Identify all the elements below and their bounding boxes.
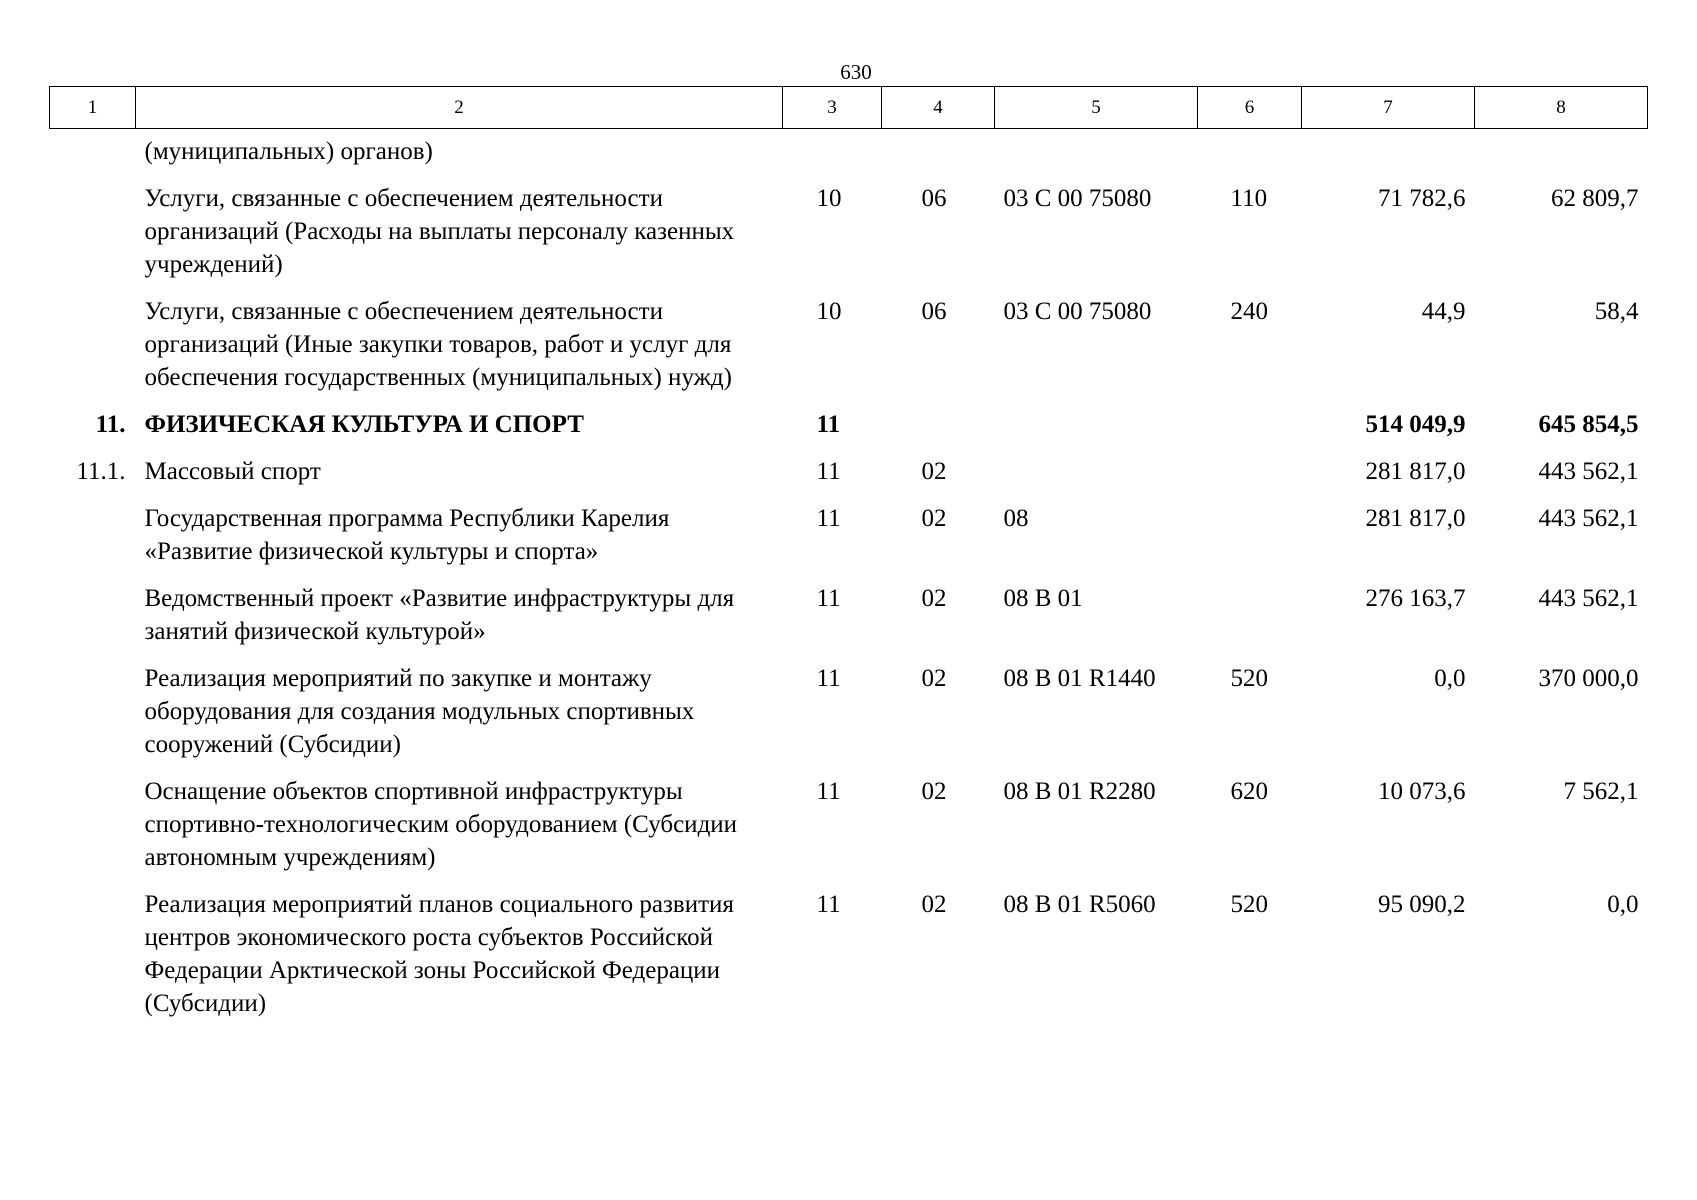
table-row [50, 394, 1648, 441]
header-col-6: 6 [1198, 87, 1302, 129]
row-expense-type [1198, 441, 1302, 488]
row-target-article: 08 В 01 R5060 [1003, 891, 1156, 918]
row-subsection-code: 06 [921, 298, 947, 325]
row-target-article: 08 В 01 R1440 [1003, 665, 1156, 692]
row-index [50, 874, 136, 1020]
row-index [50, 568, 136, 648]
row-amount-col8: 7 562,1 [1563, 778, 1639, 805]
row-expense-type: 620 [1230, 778, 1268, 805]
table-body [50, 129, 1648, 1021]
row-amount-col7 [1302, 129, 1475, 169]
header-col-2: 2 [136, 87, 783, 129]
row-amount-col7: 281 817,0 [1365, 458, 1466, 485]
row-expense-type: 520 [1230, 665, 1268, 692]
row-section-code [783, 129, 882, 169]
row-description: Массовый спорт [144, 458, 321, 485]
row-amount-col8: 443 562,1 [1538, 585, 1639, 612]
row-description: Реализация мероприятий планов социального развития центров экономического роста субъектов Российской Федерации Арктической зоны Российской Федерации (Субсидии) [144, 891, 734, 1017]
budget-table [49, 86, 1648, 1020]
row-expense-type [1198, 129, 1302, 169]
row-amount-col8: 443 562,1 [1538, 458, 1639, 485]
table-row [50, 168, 1648, 281]
row-subsection-code: 02 [921, 585, 947, 612]
row-subsection-code [882, 394, 995, 441]
row-section-code: 11 [816, 891, 841, 918]
row-amount-col7: 10 073,6 [1378, 778, 1466, 805]
header-row [50, 87, 1648, 129]
row-subsection-code: 02 [921, 505, 947, 532]
row-index [50, 168, 136, 281]
row-index [50, 648, 136, 761]
row-index [50, 129, 136, 169]
header-col-1: 1 [50, 87, 136, 129]
row-amount-col7: 0,0 [1434, 665, 1466, 692]
header-col-5: 5 [995, 87, 1198, 129]
table-row [50, 488, 1648, 568]
row-expense-type: 520 [1230, 891, 1268, 918]
row-subsection-code [882, 129, 995, 169]
header-col-7: 7 [1302, 87, 1475, 129]
row-target-article: 08 В 01 [1003, 585, 1083, 612]
row-amount-col7: 514 049,9 [1365, 411, 1466, 438]
row-amount-col7: 44,9 [1421, 298, 1466, 325]
row-target-article: 03 С 00 75080 [1003, 185, 1152, 212]
row-section-code: 11 [816, 585, 841, 612]
row-target-article: 08 В 01 R2280 [1003, 778, 1156, 805]
row-amount-col8: 58,4 [1594, 298, 1639, 325]
row-target-article [995, 441, 1198, 488]
row-amount-col8: 0,0 [1607, 891, 1639, 918]
row-description: ФИЗИЧЕСКАЯ КУЛЬТУРА И СПОРТ [144, 411, 584, 438]
row-description: Услуги, связанные с обеспечением деятельности организаций (Иные закупки товаров, работ и услуг для обеспечения государственных (муниципальных) нужд) [144, 298, 732, 391]
row-subsection-code: 02 [921, 458, 947, 485]
row-amount-col7: 95 090,2 [1378, 891, 1466, 918]
row-amount-col8: 645 854,5 [1538, 411, 1639, 438]
row-index [50, 281, 136, 394]
row-amount-col7: 276 163,7 [1365, 585, 1466, 612]
row-section-code: 11 [816, 458, 841, 485]
row-description: Услуги, связанные с обеспечением деятельности организаций (Расходы на выплаты персоналу казенных учреждений) [144, 185, 735, 278]
table-row [50, 441, 1648, 488]
table-row [50, 568, 1648, 648]
row-index: 11. [95, 411, 126, 438]
row-section-code: 11 [816, 665, 841, 692]
row-amount-col8: 443 562,1 [1538, 505, 1639, 532]
row-section-code: 11 [816, 505, 841, 532]
row-target-article [995, 129, 1198, 169]
row-section-code: 11 [816, 778, 841, 805]
table-row [50, 281, 1648, 394]
table-row [50, 761, 1648, 874]
row-subsection-code: 02 [921, 778, 947, 805]
row-description: Государственная программа Республики Карелия «Развитие физической культуры и спорта» [144, 505, 670, 565]
row-description: Ведомственный проект «Развитие инфраструктуры для занятий физической культурой» [144, 585, 735, 645]
row-subsection-code: 02 [921, 891, 947, 918]
row-amount-col8 [1475, 129, 1648, 169]
row-expense-type [1198, 488, 1302, 568]
header-col-8: 8 [1475, 87, 1648, 129]
row-expense-type [1198, 568, 1302, 648]
row-description: Оснащение объектов спортивной инфраструктуры спортивно-технологическим оборудованием (Субсидии автономным учреждениям) [144, 778, 738, 871]
row-amount-col8: 62 809,7 [1551, 185, 1639, 212]
row-index [50, 761, 136, 874]
row-target-article [995, 394, 1198, 441]
row-section-code: 10 [816, 185, 842, 212]
table-row [50, 648, 1648, 761]
row-description: Реализация мероприятий по закупке и монтажу оборудования для создания модульных спортивных сооружений (Субсидии) [144, 665, 695, 758]
row-target-article: 08 [1003, 505, 1029, 532]
row-amount-col7: 71 782,6 [1378, 185, 1466, 212]
page-number: 630 [840, 60, 872, 84]
row-index [50, 488, 136, 568]
table-header [50, 87, 1648, 129]
row-expense-type: 110 [1230, 185, 1268, 212]
row-expense-type [1198, 394, 1302, 441]
row-amount-col7: 281 817,0 [1365, 505, 1466, 532]
table-row [50, 129, 1648, 169]
row-description: (муниципальных) органов) [144, 138, 433, 165]
row-section-code: 11 [816, 411, 841, 438]
row-amount-col8: 370 000,0 [1538, 665, 1639, 692]
row-subsection-code: 06 [921, 185, 947, 212]
row-subsection-code: 02 [921, 665, 947, 692]
row-expense-type: 240 [1230, 298, 1268, 325]
header-col-4: 4 [882, 87, 995, 129]
row-section-code: 10 [816, 298, 842, 325]
row-target-article: 03 С 00 75080 [1003, 298, 1152, 325]
header-col-3: 3 [783, 87, 882, 129]
table-row [50, 874, 1648, 1020]
row-index: 11.1. [76, 458, 126, 485]
